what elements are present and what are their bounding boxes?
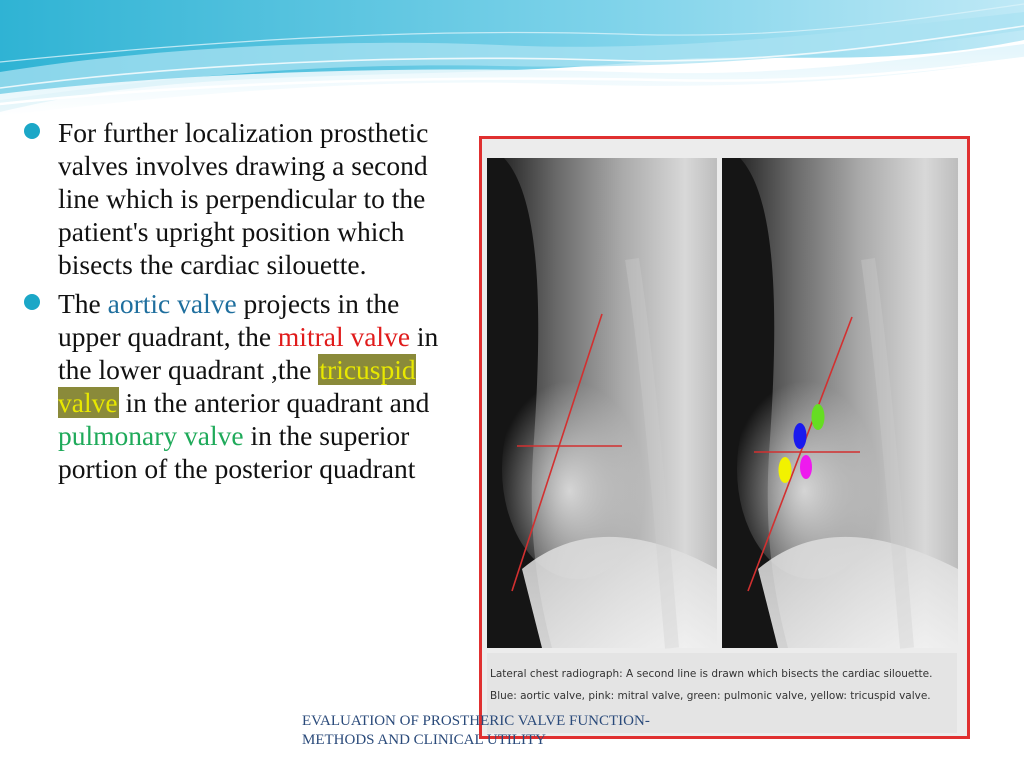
figure-caption: Lateral chest radiograph: A second line is drawn which bisects the cardiac silouette. Blue: aortic valve, pink: mitral valve, green: pulmonic valve, yellow: tricuspid valve.	[490, 668, 933, 702]
bullet-text: in the anterior quadrant and	[118, 387, 430, 418]
aortic-valve-marker	[794, 423, 807, 449]
mitral-valve-marker	[800, 455, 812, 479]
bullet-dot-icon	[24, 294, 40, 310]
bullet-dot-icon	[24, 123, 40, 139]
header-wave-decoration	[0, 0, 1024, 120]
tricuspid-valve-marker	[779, 457, 792, 483]
lateral-chest-radiographs	[482, 139, 967, 736]
bullet-text-localization: For further localization prosthetic valves involves drawing a second line which is perpendicular to the patient's upright position which bisects the cardiac silouette.	[58, 117, 429, 280]
aortic-valve-term: aortic valve	[107, 288, 237, 319]
bullet-text: in the superior portion of the posterior quadrant	[58, 420, 416, 484]
mitral-valve-term: mitral valve	[277, 321, 411, 352]
bullet-text: in the lower quadrant ,the	[58, 321, 439, 385]
bullet-text: projects in the upper quadrant, the	[58, 288, 400, 352]
bullet-valve-projections	[18, 287, 463, 485]
pulmonary-valve-term: pulmonary valve	[58, 420, 244, 451]
pulmonic-valve-marker	[812, 404, 825, 430]
bullet-text: The	[58, 288, 108, 319]
tricuspid-valve-term: tricuspid valve	[58, 354, 416, 418]
footer-title: EVALUATION OF PROSTHERIC VALVE FUNCTION-METHODS AND CLINICAL UTILITY	[302, 713, 650, 748]
radiograph-right	[722, 158, 958, 648]
bullet-localization	[18, 116, 463, 281]
radiograph-left	[487, 158, 717, 648]
bullet-list	[18, 116, 463, 491]
radiograph-figure	[479, 136, 970, 739]
